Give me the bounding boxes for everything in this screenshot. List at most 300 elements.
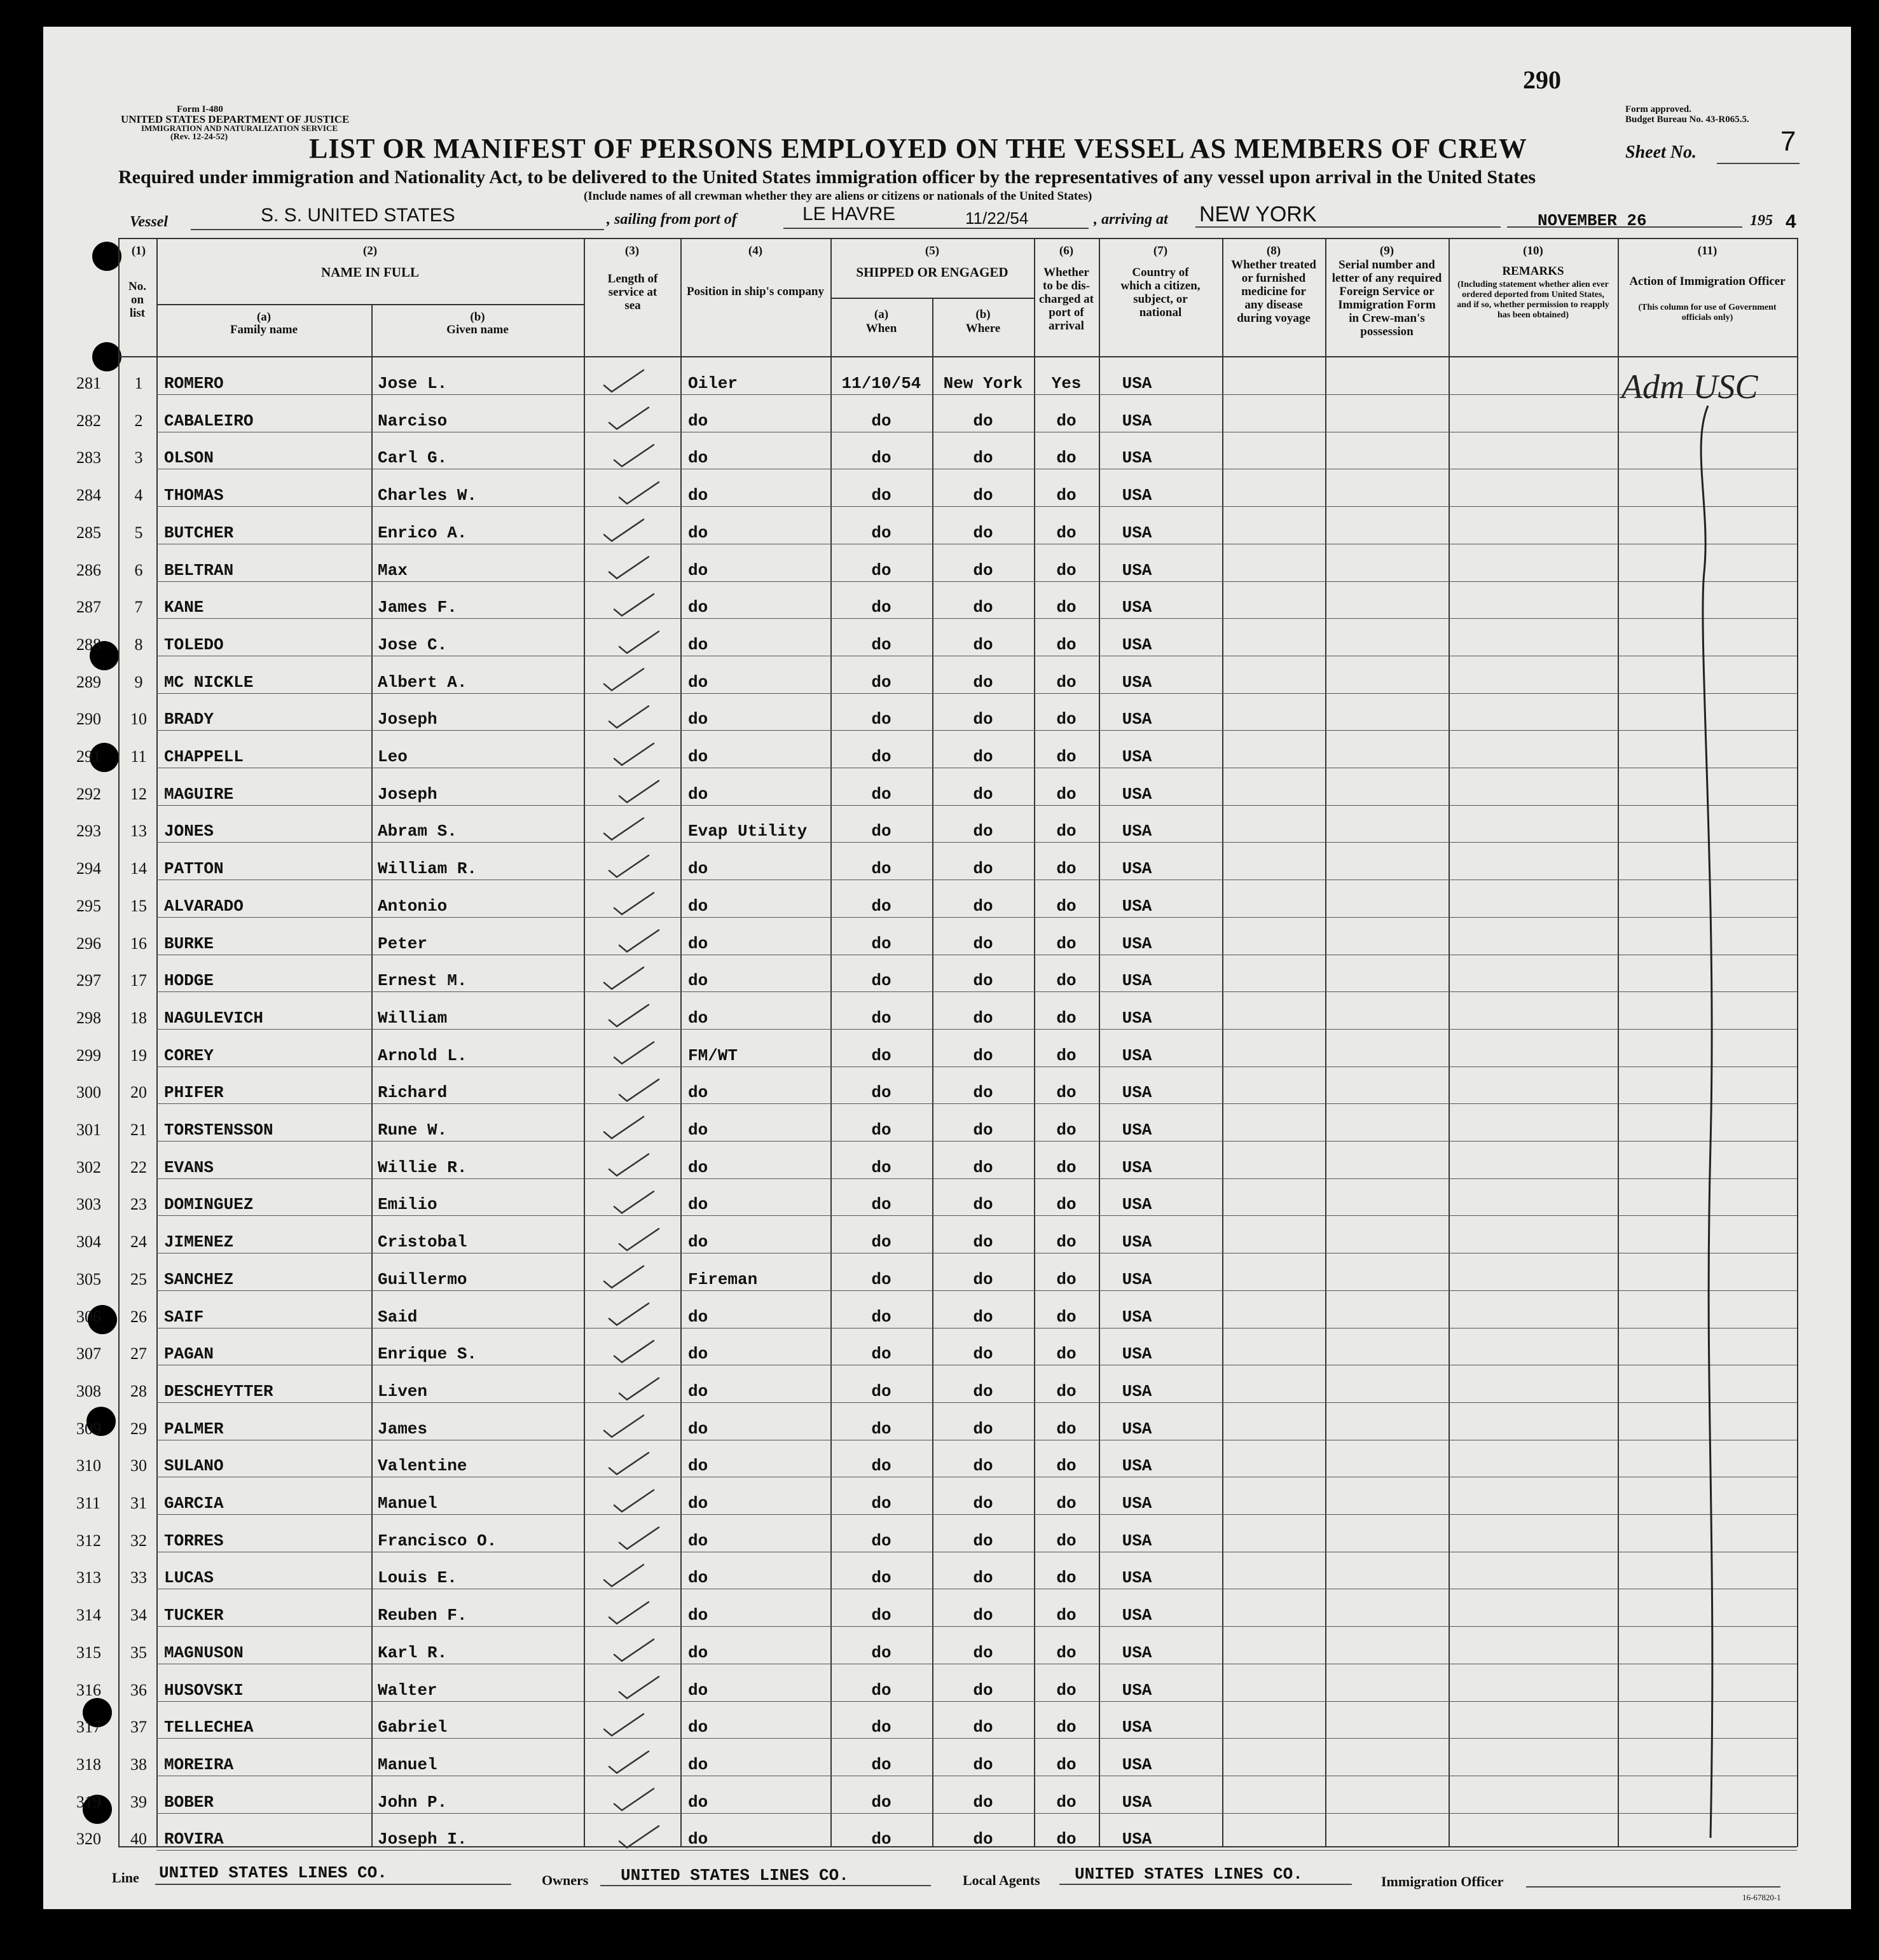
- row-family: DESCHEYTTER: [164, 1381, 273, 1401]
- row-where: do: [973, 1381, 993, 1401]
- row-position: do: [688, 411, 708, 431]
- departure-port: LE HAVRE: [802, 204, 896, 224]
- row-position: Evap Utility: [688, 822, 808, 841]
- row-given: William R.: [378, 859, 478, 879]
- row-where: do: [973, 1643, 993, 1662]
- row-margin: 319: [76, 1792, 101, 1811]
- row-where: do: [973, 747, 993, 766]
- row-margin: 314: [76, 1606, 101, 1625]
- row-given: Antonio: [378, 896, 448, 916]
- row-given: Arnold L.: [378, 1046, 467, 1065]
- row-given: Said: [378, 1307, 418, 1327]
- col2a-header: Family name: [230, 323, 298, 336]
- row-rule: [156, 1402, 1797, 1403]
- row-given: Willie R.: [378, 1157, 467, 1177]
- row-where: do: [973, 822, 993, 841]
- owners-value: UNITED STATES LINES CO.: [621, 1866, 849, 1885]
- row-family: COREY: [164, 1046, 214, 1065]
- row-given: Albert A.: [378, 672, 467, 692]
- row-given: Jose L.: [378, 374, 448, 393]
- row-when: do: [871, 1568, 891, 1588]
- row-discharge: do: [1056, 1456, 1077, 1476]
- row-position: do: [688, 1680, 708, 1700]
- row-position: do: [688, 1606, 708, 1625]
- row-position: do: [688, 747, 708, 766]
- row-margin: 287: [76, 598, 101, 617]
- print-code: 16-67820-1: [1742, 1893, 1781, 1902]
- row-country: USA: [1122, 635, 1152, 654]
- row-rule: [156, 1328, 1797, 1329]
- row-rule: [156, 581, 1797, 582]
- row-when: do: [871, 1718, 891, 1737]
- row-given: Manuel: [378, 1494, 437, 1513]
- row-margin: 283: [76, 448, 101, 467]
- row-family: BRADY: [164, 710, 214, 729]
- row-position: do: [688, 1531, 708, 1550]
- row-position: do: [688, 448, 708, 468]
- row-family: PALMER: [164, 1419, 224, 1439]
- row-country: USA: [1122, 448, 1152, 468]
- row-position: Oiler: [688, 374, 738, 393]
- row-family: MC NICKLE: [164, 672, 254, 692]
- row-no: 7: [134, 598, 143, 617]
- row-country: USA: [1122, 1606, 1152, 1625]
- row-margin: 311: [76, 1494, 101, 1512]
- row-country: USA: [1122, 672, 1152, 692]
- col5b-header: Where: [965, 322, 1001, 335]
- row-discharge: Yes: [1051, 374, 1082, 393]
- row-where: do: [973, 934, 993, 953]
- row-no: 28: [130, 1381, 147, 1400]
- row-margin: 282: [76, 411, 101, 430]
- row-margin: 305: [76, 1269, 101, 1288]
- col2-number: (2): [362, 244, 378, 258]
- row-given: Francisco O.: [378, 1531, 497, 1550]
- row-margin: 320: [76, 1830, 101, 1849]
- row-position: do: [688, 971, 708, 991]
- row-country: USA: [1122, 374, 1152, 393]
- row-where: do: [973, 1456, 993, 1476]
- row-when: do: [871, 747, 891, 766]
- row-family: BELTRAN: [164, 560, 234, 580]
- sailing-label: , sailing from port of: [607, 211, 737, 228]
- col1-number: (1): [131, 244, 146, 258]
- col7-header: Country of which a citizen, subject, or national: [1120, 266, 1201, 319]
- row-margin: 292: [76, 784, 101, 803]
- row-when: do: [871, 1606, 891, 1625]
- row-family: SULANO: [164, 1456, 224, 1476]
- row-rule: [156, 1029, 1797, 1030]
- row-no: 23: [130, 1195, 147, 1214]
- row-margin: 316: [76, 1680, 101, 1699]
- row-given: Karl R.: [378, 1643, 448, 1662]
- row-when: do: [871, 1456, 891, 1476]
- row-discharge: do: [1056, 1269, 1077, 1289]
- row-when: do: [871, 710, 891, 729]
- row-discharge: do: [1056, 1083, 1077, 1103]
- row-where: do: [973, 896, 993, 916]
- col7-number: (7): [1153, 244, 1168, 258]
- row-given: William: [378, 1008, 448, 1028]
- row-no: 31: [130, 1494, 147, 1512]
- row-family: PAGAN: [164, 1344, 214, 1364]
- row-margin: 308: [76, 1381, 101, 1400]
- row-rule: [156, 842, 1797, 843]
- row-margin: 286: [76, 560, 101, 579]
- col2b-number: (b): [470, 310, 485, 324]
- row-where: do: [973, 1344, 993, 1364]
- row-when: do: [871, 1680, 891, 1700]
- row-discharge: do: [1056, 448, 1077, 468]
- row-given: Peter: [378, 934, 428, 953]
- budget-bureau: Budget Bureau No. 43-R065.5.: [1625, 114, 1749, 125]
- row-given: Max: [378, 560, 408, 580]
- row-country: USA: [1122, 822, 1152, 841]
- row-when: do: [871, 1830, 891, 1849]
- row-given: Richard: [378, 1083, 448, 1103]
- row-when: do: [871, 859, 891, 879]
- row-position: do: [688, 1307, 708, 1327]
- row-no: 22: [130, 1157, 147, 1177]
- row-given: Reuben F.: [378, 1606, 467, 1625]
- row-where: do: [973, 1830, 993, 1849]
- row-no: 39: [130, 1792, 147, 1811]
- col10-note: (Including statement whether alien ever ordered deported from United States, and if so, whether permission to reapply has been obtained): [1457, 280, 1609, 320]
- col5b-number: (b): [975, 308, 991, 321]
- row-position: do: [688, 598, 708, 618]
- row-family: JIMENEZ: [164, 1232, 234, 1252]
- col8-number: (8): [1266, 244, 1281, 258]
- row-country: USA: [1122, 1680, 1152, 1700]
- row-rule: [156, 1701, 1797, 1702]
- row-given: Leo: [378, 747, 408, 766]
- row-family: BOBER: [164, 1792, 214, 1812]
- row-discharge: do: [1056, 710, 1077, 729]
- row-discharge: do: [1056, 635, 1077, 654]
- arrival-port: NEW YORK: [1199, 202, 1317, 226]
- subtitle: Required under immigration and Nationality Act, to be delivered to the United States immigration officer by the representatives of any vessel upon arrival in the United States: [118, 167, 1536, 188]
- col5-number: (5): [925, 244, 940, 258]
- row-where: do: [973, 411, 993, 431]
- row-position: do: [688, 1381, 708, 1401]
- row-no: 20: [130, 1083, 147, 1102]
- row-family: PATTON: [164, 859, 224, 879]
- row-when: do: [871, 1494, 891, 1513]
- row-when: do: [871, 635, 891, 654]
- row-no: 12: [130, 784, 147, 803]
- row-family: DOMINGUEZ: [164, 1195, 254, 1215]
- row-when: do: [871, 1381, 891, 1401]
- row-position: do: [688, 1755, 708, 1774]
- row-where: do: [973, 523, 993, 542]
- subtitle-note: (Include names of all crewman whether they are aliens or citizens or nationals of the United States): [584, 190, 1092, 203]
- row-where: do: [973, 1606, 993, 1625]
- row-family: SAIF: [164, 1307, 204, 1327]
- row-where: do: [973, 672, 993, 692]
- row-margin: 290: [76, 710, 101, 729]
- row-no: 17: [130, 971, 147, 990]
- row-where: do: [973, 448, 993, 468]
- row-when: do: [871, 1046, 891, 1065]
- row-discharge: do: [1056, 896, 1077, 916]
- row-rule: [156, 1178, 1797, 1179]
- agents-label: Local Agents: [963, 1872, 1040, 1888]
- immigration-officer-label: Immigration Officer: [1381, 1874, 1504, 1889]
- row-where: do: [973, 784, 993, 804]
- row-no: 5: [134, 523, 143, 542]
- row-discharge: do: [1056, 1755, 1077, 1774]
- row-no: 1: [134, 374, 143, 392]
- row-discharge: do: [1056, 1121, 1077, 1140]
- row-when: do: [871, 934, 891, 953]
- row-margin: 312: [76, 1531, 101, 1550]
- row-when: do: [871, 1008, 891, 1028]
- row-where: do: [973, 971, 993, 991]
- row-country: USA: [1122, 1568, 1152, 1588]
- row-where: do: [973, 598, 993, 618]
- row-when: do: [871, 784, 891, 804]
- row-position: do: [688, 1344, 708, 1364]
- row-given: James: [378, 1419, 428, 1439]
- row-family: CHAPPELL: [164, 747, 244, 766]
- row-family: JONES: [164, 822, 214, 841]
- row-family: SANCHEZ: [164, 1269, 234, 1289]
- row-margin: 293: [76, 822, 101, 841]
- row-when: do: [871, 1792, 891, 1812]
- row-when: do: [871, 1121, 891, 1140]
- row-discharge: do: [1056, 486, 1077, 506]
- row-given: Emilio: [378, 1195, 437, 1215]
- row-rule: [156, 1813, 1797, 1814]
- row-discharge: do: [1056, 411, 1077, 431]
- owners-label: Owners: [542, 1872, 589, 1888]
- row-country: USA: [1122, 1195, 1152, 1215]
- row-no: 29: [130, 1419, 147, 1438]
- row-country: USA: [1122, 1419, 1152, 1439]
- row-discharge: do: [1056, 859, 1077, 879]
- year-suffix: 4: [1786, 211, 1796, 232]
- row-margin: 313: [76, 1568, 101, 1587]
- punch-hole: [92, 342, 121, 371]
- row-margin: 296: [76, 934, 101, 953]
- col9-number: (9): [1379, 244, 1394, 258]
- row-margin: 304: [76, 1232, 101, 1252]
- row-margin: 300: [76, 1083, 101, 1102]
- row-discharge: do: [1056, 934, 1077, 953]
- row-rule: [156, 1141, 1797, 1142]
- row-family: TUCKER: [164, 1606, 224, 1625]
- row-given: Liven: [378, 1381, 428, 1401]
- row-when: do: [871, 1157, 891, 1177]
- row-discharge: do: [1056, 1381, 1077, 1401]
- row-position: do: [688, 1456, 708, 1476]
- col5-header: SHIPPED OR ENGAGED: [856, 265, 1008, 280]
- row-when: do: [871, 560, 891, 580]
- row-no: 3: [134, 448, 143, 467]
- row-given: Valentine: [378, 1456, 467, 1476]
- col11-note: (This column for use of Government officials only): [1638, 303, 1777, 322]
- row-rule: [156, 805, 1797, 806]
- row-position: do: [688, 672, 708, 692]
- row-position: do: [688, 1419, 708, 1439]
- row-discharge: do: [1056, 1531, 1077, 1550]
- row-country: USA: [1122, 710, 1152, 729]
- row-rule: [156, 1066, 1797, 1067]
- row-no: 24: [130, 1232, 147, 1252]
- row-given: Joseph: [378, 784, 437, 804]
- row-rule: [156, 394, 1797, 395]
- row-discharge: do: [1056, 1046, 1077, 1065]
- row-margin: 310: [76, 1456, 101, 1475]
- row-when: do: [871, 1531, 891, 1550]
- row-given: Walter: [378, 1680, 437, 1700]
- row-where: do: [973, 1121, 993, 1140]
- row-family: OLSON: [164, 448, 214, 468]
- row-position: do: [688, 1568, 708, 1588]
- row-no: 6: [134, 560, 143, 579]
- row-margin: 294: [76, 859, 101, 878]
- row-rule: [156, 1215, 1797, 1216]
- row-discharge: do: [1056, 1419, 1077, 1439]
- line-value: UNITED STATES LINES CO.: [159, 1863, 387, 1882]
- col6-number: (6): [1059, 244, 1074, 258]
- row-when: do: [871, 1307, 891, 1327]
- row-discharge: do: [1056, 598, 1077, 618]
- row-when: do: [871, 523, 891, 542]
- row-when: do: [871, 411, 891, 431]
- row-given: John P.: [378, 1792, 448, 1812]
- row-position: do: [688, 1157, 708, 1177]
- row-country: USA: [1122, 896, 1152, 916]
- row-discharge: do: [1056, 822, 1077, 841]
- row-when: do: [871, 1344, 891, 1364]
- col2a-number: (a): [256, 310, 272, 324]
- row-country: USA: [1122, 1456, 1152, 1476]
- row-rule: [156, 506, 1797, 507]
- row-no: 36: [130, 1680, 147, 1699]
- row-position: do: [688, 1195, 708, 1215]
- row-country: USA: [1122, 1494, 1152, 1513]
- row-where: do: [973, 1195, 993, 1215]
- arriving-label: , arriving at: [1094, 211, 1168, 228]
- row-country: USA: [1122, 1307, 1152, 1327]
- row-country: USA: [1122, 1792, 1152, 1812]
- col10-number: (10): [1523, 244, 1543, 258]
- row-family: TOLEDO: [164, 635, 224, 654]
- page-number: 290: [1523, 66, 1561, 94]
- row-margin: 281: [76, 374, 101, 392]
- row-where: do: [973, 1232, 993, 1252]
- row-position: do: [688, 859, 708, 879]
- row-country: USA: [1122, 1232, 1152, 1252]
- row-country: USA: [1122, 971, 1152, 991]
- row-margin: 306: [76, 1307, 101, 1326]
- punch-hole: [92, 242, 121, 271]
- col10-header: REMARKS: [1502, 265, 1564, 278]
- col6-header: Whether to be dis-charged at port of arrival: [1038, 266, 1094, 333]
- row-country: USA: [1122, 1531, 1152, 1550]
- row-discharge: do: [1056, 1307, 1077, 1327]
- col3-number: (3): [624, 244, 640, 258]
- row-given: Manuel: [378, 1755, 437, 1774]
- row-country: USA: [1122, 1008, 1152, 1028]
- vessel-label: Vessel: [130, 214, 168, 230]
- row-no: 16: [130, 934, 147, 953]
- row-where: do: [973, 1008, 993, 1028]
- row-when: do: [871, 822, 891, 841]
- row-discharge: do: [1056, 971, 1077, 991]
- immigration-officer-annotation: Adm USC: [1621, 368, 1758, 406]
- row-no: 14: [130, 859, 147, 878]
- col5a-number: (a): [874, 308, 889, 321]
- row-family: EVANS: [164, 1157, 214, 1177]
- row-country: USA: [1122, 1755, 1152, 1774]
- row-rule: [156, 1290, 1797, 1291]
- row-where: do: [973, 1046, 993, 1065]
- row-discharge: do: [1056, 672, 1077, 692]
- row-position: do: [688, 784, 708, 804]
- row-family: MAGUIRE: [164, 784, 234, 804]
- row-family: HUSOVSKI: [164, 1680, 244, 1700]
- row-given: Joseph I.: [378, 1830, 467, 1849]
- row-discharge: do: [1056, 1157, 1077, 1177]
- row-country: USA: [1122, 1381, 1152, 1401]
- row-margin: 307: [76, 1344, 101, 1363]
- row-margin: 297: [76, 971, 101, 990]
- row-given: Enrique S.: [378, 1344, 478, 1364]
- row-when: 11/10/54: [841, 374, 921, 393]
- row-rule: [156, 1738, 1797, 1739]
- row-when: do: [871, 598, 891, 618]
- col3-header: Length of service at sea: [607, 272, 658, 312]
- row-when: do: [871, 486, 891, 506]
- col9-header: Serial number and letter of any required Foreign Service or Immigration Form in Crew-man's possession: [1332, 258, 1442, 338]
- row-where: do: [973, 1419, 993, 1439]
- sheet-number: 7: [1780, 126, 1796, 157]
- row-discharge: do: [1056, 1830, 1077, 1849]
- row-position: do: [688, 1083, 708, 1103]
- row-where: do: [973, 710, 993, 729]
- row-family: ALVARADO: [164, 896, 244, 916]
- row-position: do: [688, 1830, 708, 1849]
- row-discharge: do: [1056, 747, 1077, 766]
- row-margin: 285: [76, 523, 101, 542]
- row-family: CABALEIRO: [164, 411, 254, 431]
- row-rule: [156, 1626, 1797, 1627]
- vessel-name: S. S. UNITED STATES: [261, 205, 455, 226]
- row-when: do: [871, 896, 891, 916]
- row-no: 18: [130, 1008, 147, 1027]
- row-given: Narciso: [378, 411, 448, 431]
- row-rule: [156, 730, 1797, 731]
- col5a-header: When: [865, 322, 897, 335]
- row-where: do: [973, 1755, 993, 1774]
- row-position: do: [688, 1494, 708, 1513]
- agents-value: UNITED STATES LINES CO.: [1075, 1865, 1303, 1884]
- row-country: USA: [1122, 523, 1152, 542]
- row-country: USA: [1122, 1718, 1152, 1737]
- row-where: New York: [943, 374, 1023, 393]
- row-position: do: [688, 934, 708, 953]
- row-discharge: do: [1056, 1494, 1077, 1513]
- row-given: Rune W.: [378, 1121, 448, 1140]
- row-given: Jose C.: [378, 635, 448, 654]
- row-no: 25: [130, 1269, 147, 1288]
- row-rule: [156, 1850, 1797, 1851]
- row-no: 11: [130, 747, 147, 766]
- col2-header: NAME IN FULL: [320, 265, 419, 280]
- row-discharge: do: [1056, 784, 1077, 804]
